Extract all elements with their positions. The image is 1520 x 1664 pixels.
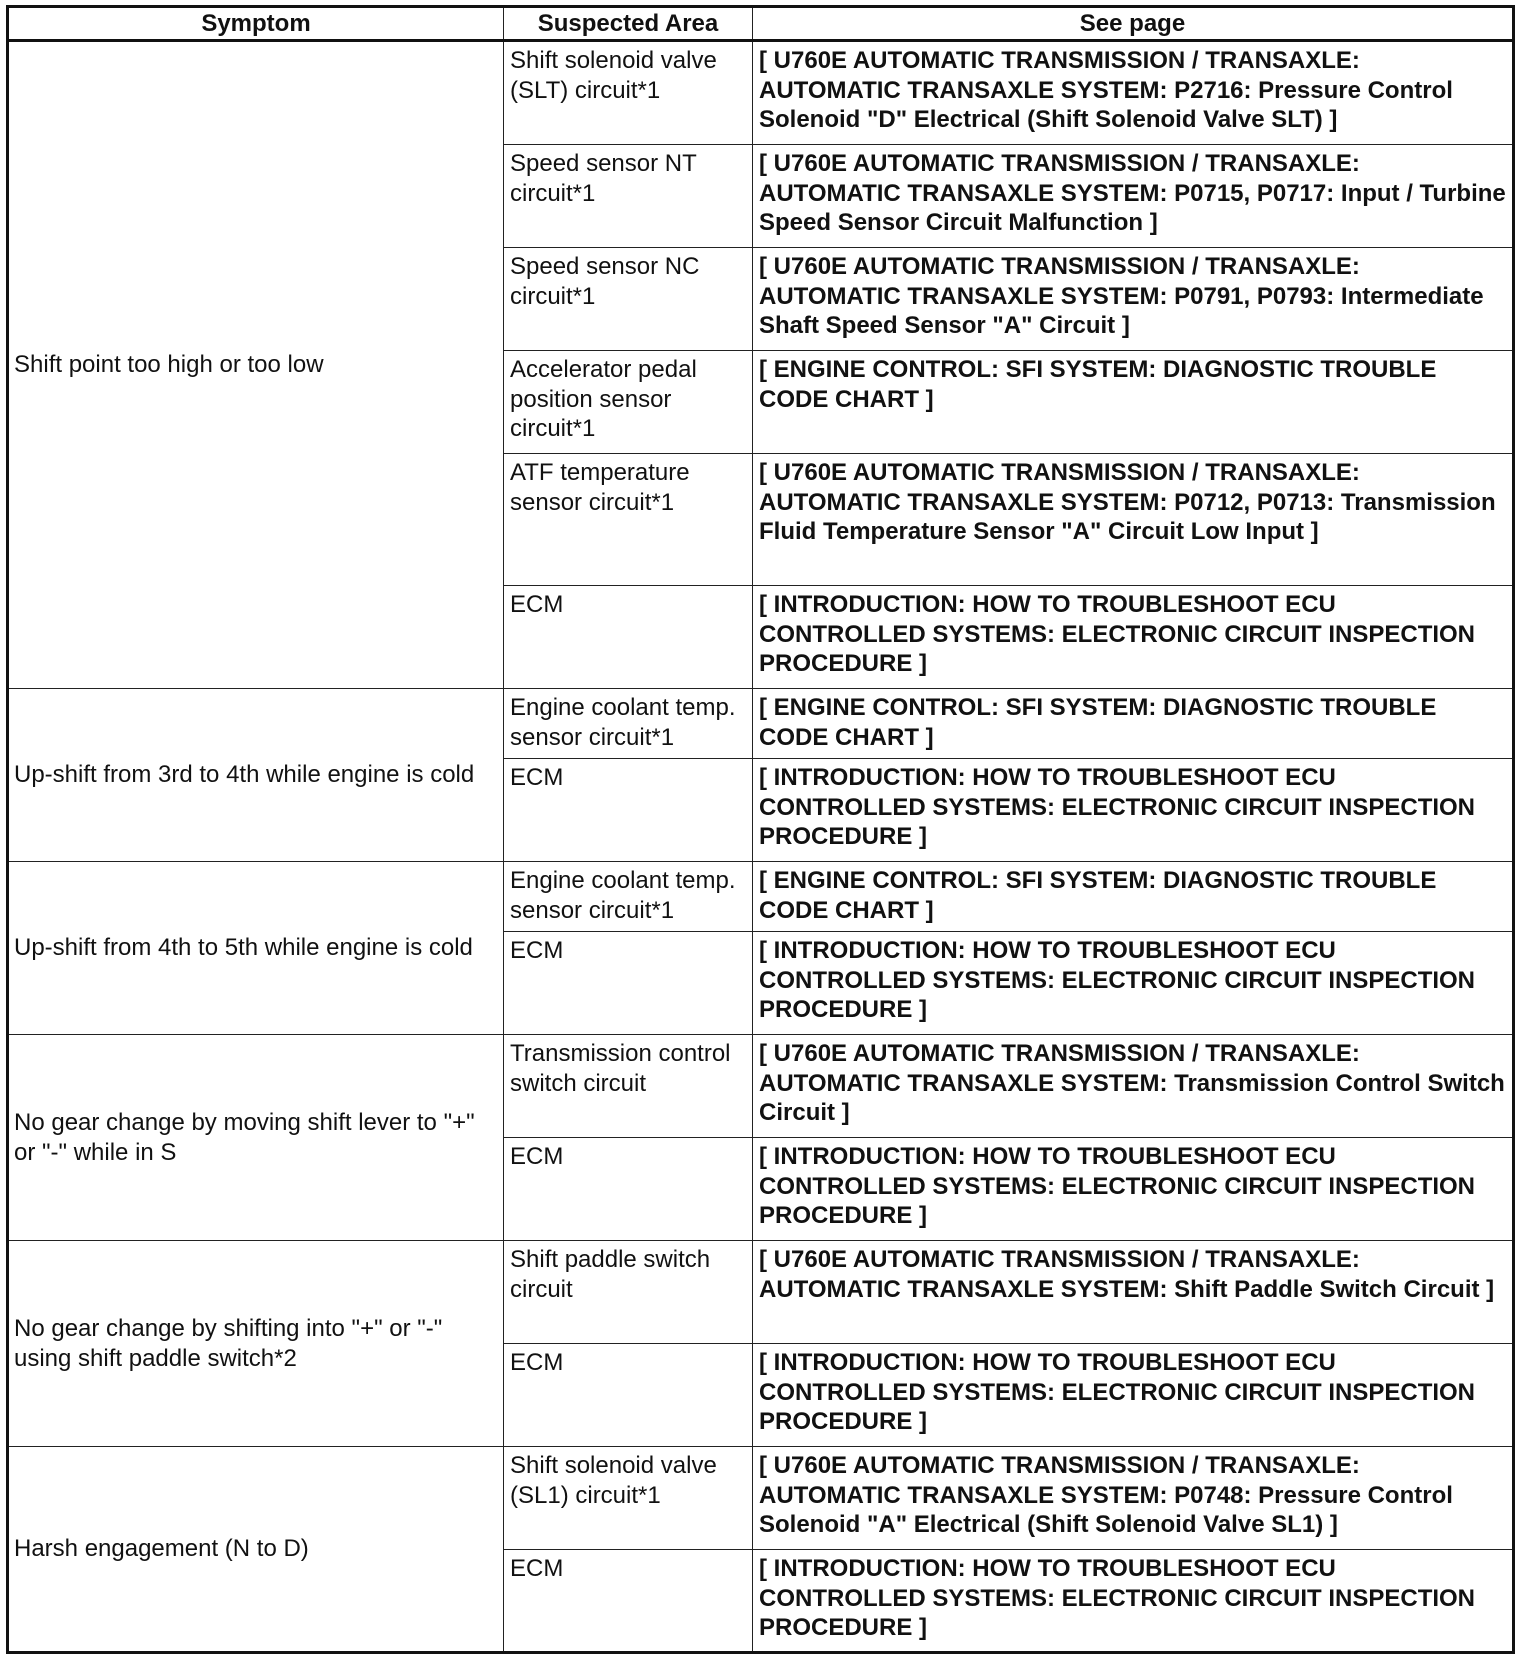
suspected-area-cell: Speed sensor NT circuit*1 (504, 145, 753, 248)
suspected-area-cell: ECM (504, 1344, 753, 1447)
table-row (8, 689, 1514, 759)
symptom-cell: Harsh engagement (N to D) (8, 1447, 504, 1653)
see-page-cell: [ U760E AUTOMATIC TRANSMISSION / TRANSAXLE: AUTOMATIC TRANSAXLE SYSTEM: Shift Paddle Switch Circuit ] (753, 1241, 1514, 1344)
table-row (8, 1035, 1514, 1138)
suspected-area-cell: ECM (504, 1138, 753, 1241)
see-page-cell: [ U760E AUTOMATIC TRANSMISSION / TRANSAXLE: AUTOMATIC TRANSAXLE SYSTEM: P0791, P0793: Intermediate Shaft Speed Sensor "A" Circuit ] (753, 248, 1514, 351)
table-body (8, 41, 1514, 1653)
symptom-cell: No gear change by shifting into "+" or "-" using shift paddle switch*2 (8, 1241, 504, 1447)
suspected-area-cell: Shift paddle switch circuit (504, 1241, 753, 1344)
table-row (8, 1447, 1514, 1550)
header-suspected-area: Suspected Area (504, 7, 753, 41)
table-row (8, 862, 1514, 932)
suspected-area-cell: Speed sensor NC circuit*1 (504, 248, 753, 351)
see-page-cell: [ INTRODUCTION: HOW TO TROUBLESHOOT ECU CONTROLLED SYSTEMS: ELECTRONIC CIRCUIT INSPECTION PROCEDURE ] (753, 1550, 1514, 1653)
troubleshooting-table (6, 5, 1515, 1654)
suspected-area-cell: Shift solenoid valve (SL1) circuit*1 (504, 1447, 753, 1550)
table-row (8, 1241, 1514, 1344)
suspected-area-cell: Accelerator pedal position sensor circuit*1 (504, 351, 753, 454)
see-page-cell: [ ENGINE CONTROL: SFI SYSTEM: DIAGNOSTIC TROUBLE CODE CHART ] (753, 351, 1514, 454)
table-row (8, 41, 1514, 145)
see-page-cell: [ U760E AUTOMATIC TRANSMISSION / TRANSAXLE: AUTOMATIC TRANSAXLE SYSTEM: Transmission Control Switch Circuit ] (753, 1035, 1514, 1138)
symptom-cell: Up-shift from 3rd to 4th while engine is cold (8, 689, 504, 862)
see-page-cell: [ U760E AUTOMATIC TRANSMISSION / TRANSAXLE: AUTOMATIC TRANSAXLE SYSTEM: P0715, P0717: Input / Turbine Speed Sensor Circuit Malfunction ] (753, 145, 1514, 248)
symptom-cell: Shift point too high or too low (8, 41, 504, 689)
header-see-page: See page (753, 7, 1514, 41)
symptom-cell: No gear change by moving shift lever to "+" or "-" while in S (8, 1035, 504, 1241)
see-page-cell: [ INTRODUCTION: HOW TO TROUBLESHOOT ECU CONTROLLED SYSTEMS: ELECTRONIC CIRCUIT INSPECTION PROCEDURE ] (753, 1138, 1514, 1241)
suspected-area-cell: Transmission control switch circuit (504, 1035, 753, 1138)
see-page-cell: [ INTRODUCTION: HOW TO TROUBLESHOOT ECU CONTROLLED SYSTEMS: ELECTRONIC CIRCUIT INSPECTION PROCEDURE ] (753, 1344, 1514, 1447)
suspected-area-cell: ATF temperature sensor circuit*1 (504, 454, 753, 586)
see-page-cell: [ U760E AUTOMATIC TRANSMISSION / TRANSAXLE: AUTOMATIC TRANSAXLE SYSTEM: P2716: Pressure Control Solenoid "D" Electrical (Shift Solenoid Valve SLT) ] (753, 41, 1514, 145)
see-page-cell: [ ENGINE CONTROL: SFI SYSTEM: DIAGNOSTIC TROUBLE CODE CHART ] (753, 689, 1514, 759)
suspected-area-cell: ECM (504, 932, 753, 1035)
suspected-area-cell: Engine coolant temp. sensor circuit*1 (504, 689, 753, 759)
see-page-cell: [ INTRODUCTION: HOW TO TROUBLESHOOT ECU CONTROLLED SYSTEMS: ELECTRONIC CIRCUIT INSPECTION PROCEDURE ] (753, 759, 1514, 862)
see-page-cell: [ INTRODUCTION: HOW TO TROUBLESHOOT ECU CONTROLLED SYSTEMS: ELECTRONIC CIRCUIT INSPECTION PROCEDURE ] (753, 586, 1514, 689)
header-row (8, 7, 1514, 41)
suspected-area-cell: ECM (504, 586, 753, 689)
suspected-area-cell: Shift solenoid valve (SLT) circuit*1 (504, 41, 753, 145)
see-page-cell: [ INTRODUCTION: HOW TO TROUBLESHOOT ECU CONTROLLED SYSTEMS: ELECTRONIC CIRCUIT INSPECTION PROCEDURE ] (753, 932, 1514, 1035)
see-page-cell: [ U760E AUTOMATIC TRANSMISSION / TRANSAXLE: AUTOMATIC TRANSAXLE SYSTEM: P0712, P0713: Transmission Fluid Temperature Sensor "A" Circuit Low Input ] (753, 454, 1514, 586)
see-page-cell: [ U760E AUTOMATIC TRANSMISSION / TRANSAXLE: AUTOMATIC TRANSAXLE SYSTEM: P0748: Pressure Control Solenoid "A" Electrical (Shift Solenoid Valve SL1) ] (753, 1447, 1514, 1550)
see-page-cell: [ ENGINE CONTROL: SFI SYSTEM: DIAGNOSTIC TROUBLE CODE CHART ] (753, 862, 1514, 932)
header-symptom: Symptom (8, 7, 504, 41)
suspected-area-cell: Engine coolant temp. sensor circuit*1 (504, 862, 753, 932)
symptom-cell: Up-shift from 4th to 5th while engine is cold (8, 862, 504, 1035)
suspected-area-cell: ECM (504, 759, 753, 862)
suspected-area-cell: ECM (504, 1550, 753, 1653)
